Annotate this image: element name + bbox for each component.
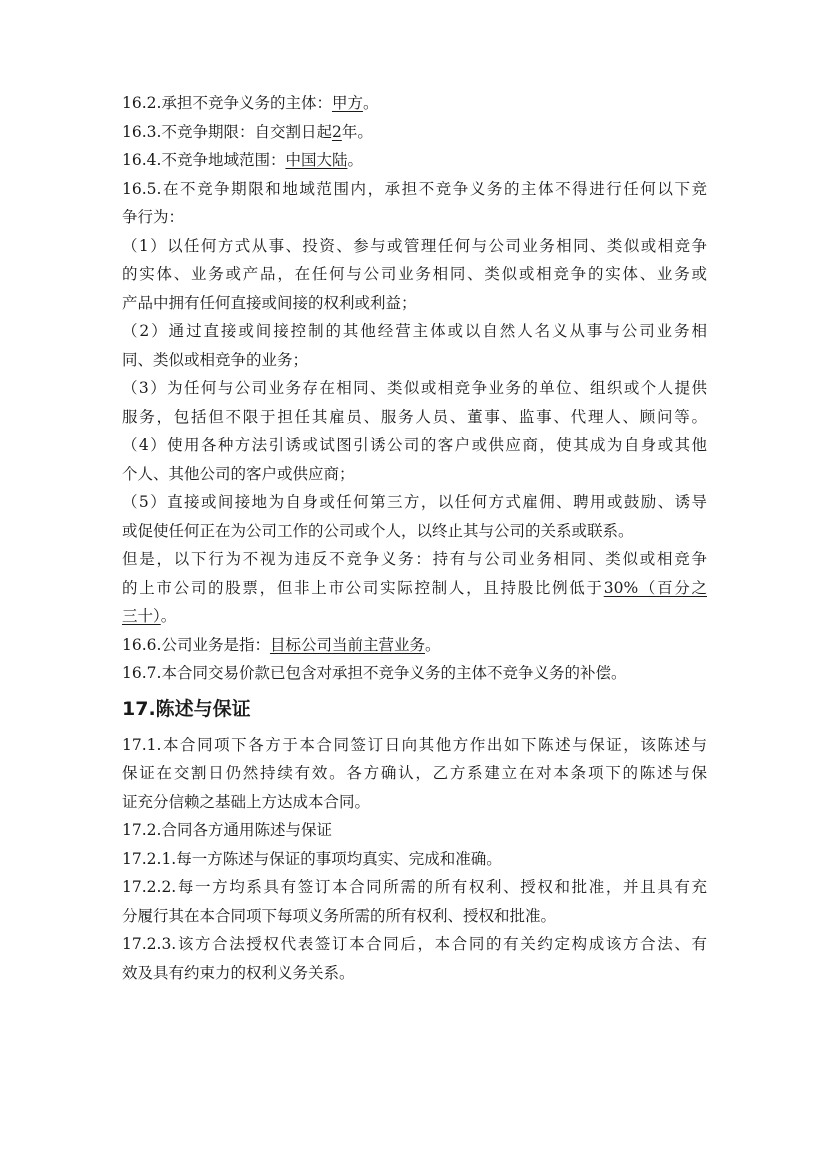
text-segment: 17.1.本合同项下各方于本合同签订日向其他方作出如下陈述与保证，该陈述与 [122,735,707,754]
underlined-fill-in-text: 三十） [122,607,161,625]
underlined-fill-in-text: 2 [331,122,342,141]
text-line [122,873,707,902]
text-line [122,146,707,175]
text-line [122,317,707,346]
text-line [122,232,707,261]
text-line [122,959,707,988]
text-segment: 的上市公司的股票，但非上市公司实际控制人，且持股比例低于 [122,578,604,597]
underlined-fill-in-text: 30%（百分之 [603,578,707,597]
text-segment: （5）直接或间接地为自身或任何第三方，以任何方式雇佣、聘用或鼓励、诱导 [122,493,707,511]
text-segment: 同、类似或相竞争的业务； [122,350,309,369]
underlined-fill-in-text: 目标公司当前主营业务 [269,635,425,654]
text-segment: 产品中拥有任何直接或间接的权利或利益； [122,293,417,312]
text-line [122,731,707,760]
text-segment: 16.2.承担不竞争义务的主体： [122,94,332,112]
text-segment: （4）使用各种方法引诱或试图引诱公司的客户或供应商，使其成为自身或其他 [122,436,707,454]
text-segment: 但是，以下行为不视为违反不竞争义务：持有与公司业务相同、类似或相竞争 [122,550,707,568]
text-line [122,403,707,432]
text-segment: （2）通过直接或间接控制的其他经营主体或以自然人名义从事与公司业务相 [122,322,707,340]
text-line [122,346,707,375]
text-segment: 服务，包括但不限于担任其雇员、服务人员、董事、监事、代理人、顾问等。 [122,407,707,426]
text-segment: 效及具有约束力的权利义务关系。 [122,963,355,982]
text-line [122,845,707,874]
text-segment: 17.2.3.该方合法授权代表签订本合同后，本合同的有关约定构成该方合法、有 [122,935,707,953]
text-line [122,175,707,204]
text-segment: 分履行其在本合同项下每项义务所需的所有权利、授权和批准。 [122,906,557,925]
text-line [122,118,707,147]
text-segment: 17.2.2.每一方均系具有签订本合同所需的所有权利、授权和批准，并且具有充 [122,878,707,896]
text-segment: 16.5.在不竞争期限和地域范围内，承担不竞争义务的主体不得进行任何以下竞 [122,179,707,198]
text-segment: 17.陈述与保证 [122,697,251,720]
text-line [122,289,707,318]
underlined-fill-in-text: 甲方 [331,94,363,112]
text-line [122,89,707,118]
document-page [122,89,707,987]
text-segment: 的实体、业务或产品，在任何与公司业务相同、类似或相竞争的实体、业务或 [122,265,707,283]
text-segment: 。 [160,607,177,625]
text-segment: 16.4.不竞争地域范围： [122,151,286,169]
text-line [122,602,707,631]
text-segment: 。 [347,151,363,169]
text-line [122,431,707,460]
text-segment: 证充分信赖之基础上方达成本合同。 [122,792,371,811]
underlined-fill-in-text: 中国大陆 [285,151,348,169]
text-segment: 16.7.本合同交易价款已包含对承担不竞争义务的主体不竞争义务的补偿。 [122,664,627,682]
text-line [122,631,707,660]
text-line [122,759,707,788]
text-segment: 。 [362,94,379,112]
text-line [122,574,707,603]
text-segment: 年。 [341,122,373,141]
text-segment: 16.6.公司业务是指： [122,635,270,654]
text-line [122,902,707,931]
text-line [122,374,707,403]
section-heading [122,687,707,731]
text-segment: （3）为任何与公司业务存在相同、类似或相竞争业务的单位、组织或个人提供 [122,379,707,397]
text-segment: 或促使任何正在为公司工作的公司或个人，以终止其与公司的关系或联系。 [122,521,634,540]
text-line [122,517,707,546]
text-segment: 17.2.合同各方通用陈述与保证 [122,821,332,839]
text-line [122,545,707,574]
text-line [122,460,707,489]
text-segment: 保证在交割日仍然持续有效。各方确认，乙方系建立在对本条项下的陈述与保 [122,764,707,782]
text-line [122,260,707,289]
text-line [122,930,707,959]
text-segment: 16.3.不竞争期限：自交割日起 [122,122,332,141]
text-segment: 。 [424,635,441,654]
text-segment: 个人、其他公司的客户或供应商； [122,464,355,483]
text-segment: 争行为： [122,208,185,226]
text-line [122,659,707,688]
text-line [122,488,707,517]
text-line [122,788,707,817]
text-segment: 17.2.1.每一方陈述与保证的事项均真实、完成和准确。 [122,849,502,868]
text-line [122,816,707,845]
text-segment: （1）以任何方式从事、投资、参与或管理任何与公司业务相同、类似或相竞争 [122,236,707,255]
text-line [122,203,707,232]
